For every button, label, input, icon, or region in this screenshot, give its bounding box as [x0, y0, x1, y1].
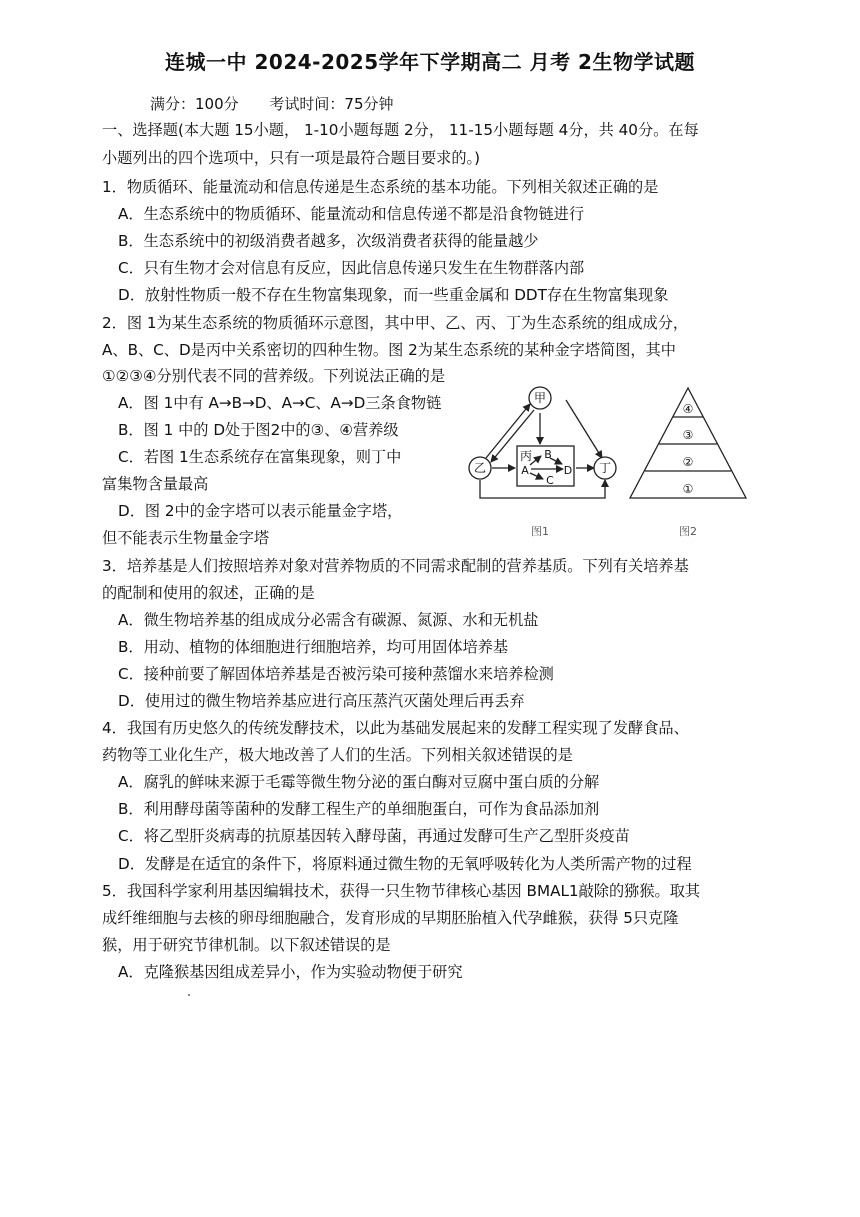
level-2: ② [682, 455, 694, 469]
label-jia: 甲 [533, 391, 547, 405]
label-c: C [546, 474, 554, 487]
level-1: ① [682, 482, 694, 496]
q4-option-d: D．发酵是在适宜的条件下，将原料通过微生物的无氧呼吸转化为人类所需产物的过程 [118, 855, 692, 873]
q5-stem-3: 猴，用于研究节律机制。以下叙述错误的是 [102, 936, 391, 954]
q2-option-a: A．图 1中有 A→B→D、A→C、A→D三条食物链 [118, 394, 442, 412]
q1-option-c: C．只有生物才会对信息有反应，因此信息传递只发生在生物群落内部 [118, 259, 585, 277]
total-score: 满分：100分 [150, 95, 239, 113]
caption-figure-1: 图1 [531, 525, 549, 538]
q2-stem-2: A、B、C、D是丙中关系密切的四种生物。图 2为某生态系统的某种金字塔简图，其中 [102, 341, 676, 359]
arrow-b-to-d [550, 458, 562, 464]
section-heading-cont: 小题列出的四个选项中，只有一项是最符合题目要求的。) [102, 149, 481, 167]
caption-figure-2: 图2 [679, 525, 697, 538]
label-ding: 丁 [598, 461, 612, 475]
q3-stem-1: 3．培养基是人们按照培养对象对营养物质的不同需求配制的营养基质。下列有关培养基 [102, 557, 689, 575]
q1-option-d: D．放射性物质一般不存在生物富集现象，而一些重金属和 DDT存在生物富集现象 [118, 286, 669, 304]
q1-option-b: B．生态系统中的初级消费者越多，次级消费者获得的能量越少 [118, 232, 539, 250]
level-4: ④ [682, 402, 694, 416]
q1-stem: 1．物质循环、能量流动和信息传递是生态系统的基本功能。下列相关叙述正确的是 [102, 178, 659, 196]
label-a: A [521, 464, 529, 477]
stray-mark [188, 994, 190, 996]
q2-option-d-cont: 但不能表示生物量金字塔 [102, 529, 270, 547]
q5-option-a: A．克隆猴基因组成差异小，作为实验动物便于研究 [118, 963, 463, 981]
figure-svg [458, 376, 768, 546]
q3-option-c: C．接种前要了解固体培养基是否被污染可接种蒸馏水来培养检测 [118, 665, 554, 683]
q3-stem-2: 的配制和使用的叙述，正确的是 [102, 584, 315, 602]
q3-option-a: A．微生物培养基的组成成分必需含有碳源、氮源、水和无机盐 [118, 611, 539, 629]
section-heading: 一、选择题(本大题 15小题， 1-10小题每题 2分， 11-15小题每题 4分，共 40分。在每 [102, 121, 699, 139]
arrow-a-to-c [530, 473, 543, 479]
arrow-yi-to-ding [480, 480, 605, 498]
page-title: 连城一中 2024-2025学年下学期高二 月考 2生物学试题 [165, 50, 695, 74]
exam-meta [150, 93, 420, 114]
q2-option-d: D．图 2中的金字塔可以表示能量金字塔， [118, 502, 403, 520]
q3-option-b: B．用动、植物的体细胞进行细胞培养，均可用固体培养基 [118, 638, 509, 656]
q4-stem-2: 药物等工业化生产，极大地改善了人们的生活。下列相关叙述错误的是 [102, 746, 573, 764]
q4-option-b: B．利用酵母菌等菌种的发酵工程生产的单细胞蛋白，可作为食品添加剂 [118, 800, 600, 818]
label-b: B [544, 448, 552, 461]
q3-option-d: D．使用过的微生物培养基应进行高压蒸汽灭菌处理后再丢弃 [118, 692, 525, 710]
q4-option-c: C．将乙型肝炎病毒的抗原基因转入酵母菌，再通过发酵可生产乙型肝炎疫苗 [118, 827, 630, 845]
q2-stem-3: ①②③④分别代表不同的营养级。下列说法正确的是 [102, 367, 446, 385]
q5-stem-2: 成纤维细胞与去核的卵母细胞融合，发育形成的早期胚胎植入代孕雌猴，获得 5只克隆 [102, 909, 679, 927]
label-d: D [563, 464, 573, 477]
q4-stem-1: 4．我国有历史悠久的传统发酵技术，以此为基础发展起来的发酵工程实现了发酵食品、 [102, 719, 689, 737]
label-bing: 丙 [519, 449, 533, 463]
q2-figures [458, 376, 768, 546]
q4-option-a: A．腐乳的鲜味来源于毛霉等微生物分泌的蛋白酶对豆腐中蛋白质的分解 [118, 773, 600, 791]
q5-stem-1: 5．我国科学家利用基因编辑技术，获得一只生物节律核心基因 BMAL1敲除的猕猴。取其 [102, 882, 701, 900]
q2-option-b: B．图 1 中的 D处于图2中的③、④营养级 [118, 421, 399, 439]
q1-option-a: A．生态系统中的物质循环、能量流动和信息传递不都是沿食物链进行 [118, 205, 585, 223]
level-3: ③ [682, 428, 694, 442]
q2-option-c-cont: 富集物含量最高 [102, 475, 209, 493]
q2-option-c: C．若图 1生态系统存在富集现象，则丁中 [118, 448, 402, 466]
exam-time: 考试时间：75分钟 [269, 95, 394, 113]
q2-stem-1: 2．图 1为某生态系统的物质循环示意图，其中甲、乙、丙、丁为生态系统的组成成分， [102, 314, 689, 332]
arrow-ding-to-jia [566, 400, 602, 458]
label-yi: 乙 [473, 461, 487, 475]
